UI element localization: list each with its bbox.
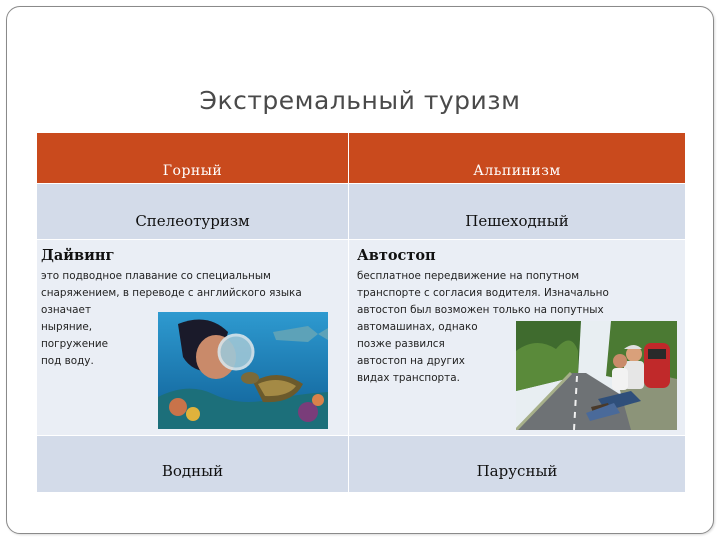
cell-hiking: Пешеходный (348, 184, 685, 240)
diving-line: под воду. (41, 355, 94, 367)
cell-hitchhiking (348, 240, 685, 436)
table-header-row (37, 133, 685, 183)
diving-heading: Дайвинг (41, 247, 115, 264)
hitchhiking-line: транспорте с согласия водителя. Изначально (357, 287, 609, 299)
table-row (37, 239, 685, 436)
diving-line: погружение (41, 338, 109, 350)
table-row (37, 435, 685, 492)
hitchhiking-line: видах транспорта. (357, 372, 460, 384)
cell-water: Водный (161, 462, 224, 480)
header-cell-mountain: Горный (162, 163, 223, 179)
diving-line: это подводное плавание со специальным (41, 270, 271, 282)
hitchhiking-line: позже развился (357, 338, 445, 350)
cell-sailing: Парусный (348, 436, 685, 492)
diving-line: означает (41, 304, 91, 316)
diver-photo (158, 312, 328, 429)
hitchhiking-heading: Автостоп (357, 247, 436, 264)
slide-title: Экстремальный туризм (199, 86, 521, 115)
hitchhikers-photo (516, 321, 677, 430)
tourism-table (37, 133, 685, 491)
diving-line: ныряние, (41, 321, 93, 333)
hitchhiking-line: бесплатное передвижение на попутном (357, 270, 580, 282)
hitchhiking-line: автостоп на других (357, 355, 465, 367)
cell-diving (37, 240, 348, 436)
hitchhiking-line: автостоп был возможен только на попутных (357, 304, 604, 316)
table-row (37, 183, 685, 240)
hitchhiking-line: автомашинах, однако (357, 321, 478, 333)
diving-line: снаряжением, в переводе с английского языка (41, 287, 302, 299)
cell-speleotourism: Спелеотуризм (135, 212, 250, 230)
header-cell-alpinism: Альпинизм (348, 133, 685, 183)
